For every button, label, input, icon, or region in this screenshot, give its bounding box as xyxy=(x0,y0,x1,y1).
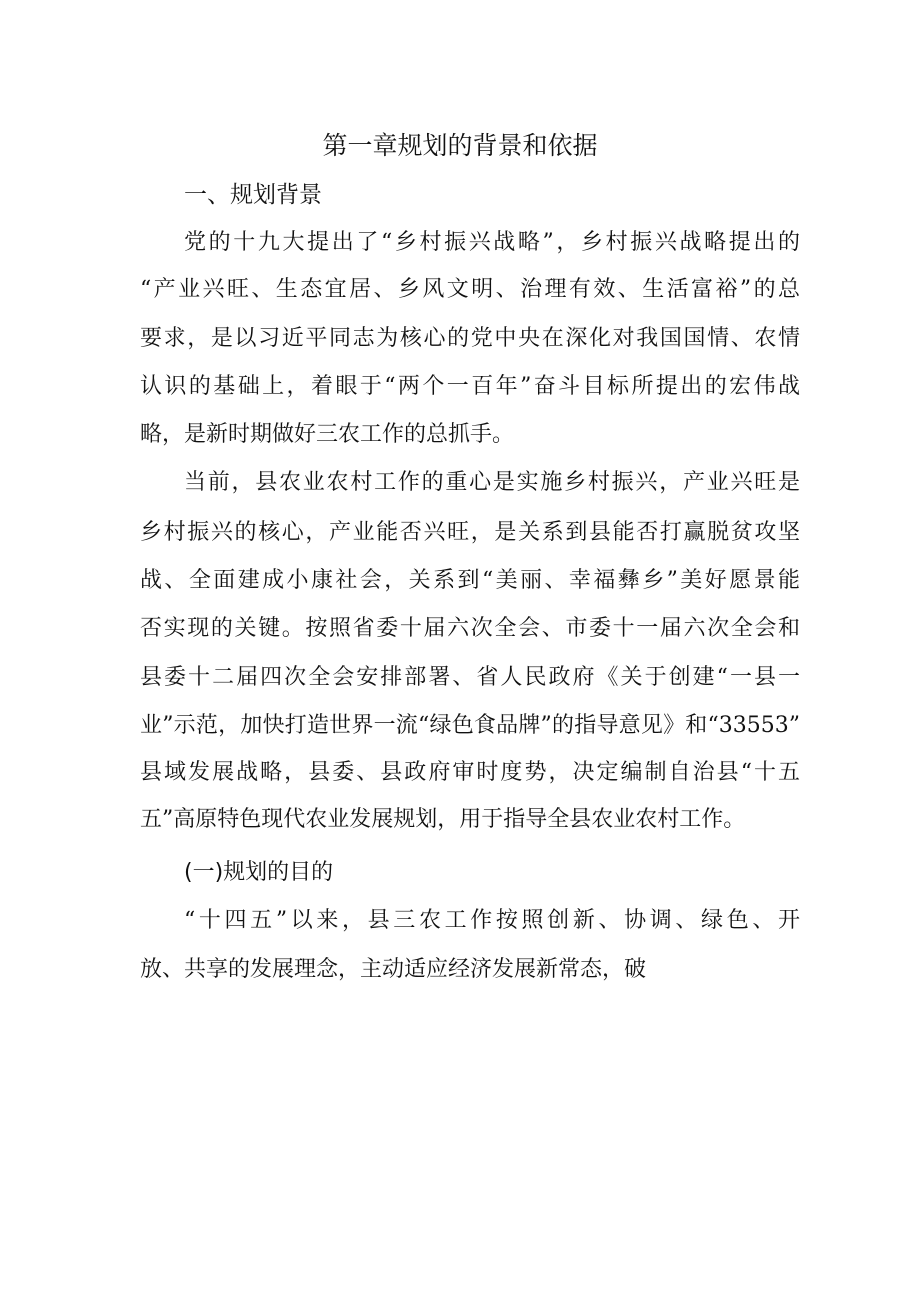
paragraph-line: 认识的基础上，着眼于“两个一百年”奋斗目标所提出的宏伟战 xyxy=(140,374,800,399)
paragraph-line: 乡村振兴的核心，产业能否兴旺，是关系到县能否打赢脱贫攻坚 xyxy=(140,520,800,545)
paragraph-line: 党的十九大提出了“乡村振兴战略”，乡村振兴战略提出的 xyxy=(184,230,800,255)
paragraph-line: 县域发展战略，县委、县政府审时度势，决定编制自治县“十五 xyxy=(140,760,800,785)
chapter-title: 第一章规划的背景和依据 xyxy=(322,131,598,160)
paragraph-line: 放、共享的发展理念，主动适应经济发展新常态，破 xyxy=(140,957,647,982)
paragraph-line: 战、全面建成小康社会，关系到“美丽、幸福彝乡”美好愿景能 xyxy=(140,568,800,593)
paragraph-line: 五”高原特色现代农业发展规划，用于指导全县农业农村工作。 xyxy=(140,807,746,832)
paragraph-line: 略，是新时期做好三农工作的总抓手。 xyxy=(140,422,515,447)
section-heading-background: 一、规划背景 xyxy=(184,182,322,208)
subsection-heading-purpose: (一)规划的目的 xyxy=(184,860,334,885)
paragraph-line: 要求，是以习近平同志为核心的党中央在深化对我国国情、农情 xyxy=(140,326,800,351)
paragraph-line: 县委十二届四次全会安排部署、省人民政府《关于创建“一县一 xyxy=(140,665,800,690)
paragraph-line: “十四五”以来，县三农工作按照创新、协调、绿色、开 xyxy=(184,908,800,933)
paragraph-line: 业”示范，加快打造世界一流“绿色食品牌”的指导意见》和“33553” xyxy=(140,713,800,738)
paragraph-line: 否实现的关键。按照省委十届六次全会、市委十一届六次全会和 xyxy=(140,616,800,641)
paragraph-line: “产业兴旺、生态宜居、乡风文明、治理有效、生活富裕”的总 xyxy=(140,277,800,302)
paragraph-line: 当前，县农业农村工作的重心是实施乡村振兴，产业兴旺是 xyxy=(184,470,800,495)
